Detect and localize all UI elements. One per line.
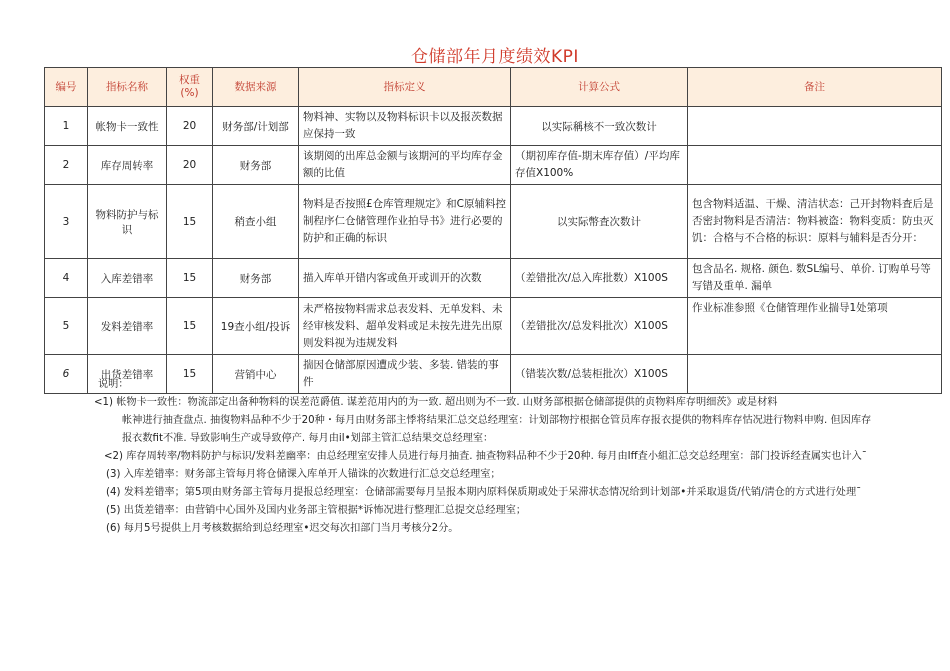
page-title: 仓储部年月度绩效KPI <box>411 47 579 67</box>
cell-definition: 物料是否按照£仓库管理规定》和C原辅料控制程序仁仓储管理作业拍导书》进行必要的防护和正确的标识 <box>299 185 511 259</box>
header-definition: 指标定义 <box>299 68 511 107</box>
cell-note <box>688 107 942 146</box>
header-source: 数据来源 <box>213 68 299 107</box>
header-formula: 计算公式 <box>511 68 688 107</box>
cell-source: 稍查小组 <box>213 185 299 259</box>
cell-source: 营销中心 <box>213 355 299 394</box>
cell-formula: （错装次数/总装柜批次）X100S <box>511 355 688 394</box>
note-text: 每月5号提供上月考核数据给到总经理室•迟交每次扣部门当月考核分2分。 <box>123 523 459 534</box>
cell-name: 入库差错率 <box>88 259 167 298</box>
cell-no: 4 <box>45 259 88 298</box>
cell-name: 帐物卡一致性 <box>88 107 167 146</box>
cell-weight: 15 <box>167 298 213 355</box>
header-weight: 权重(%) <box>167 68 213 107</box>
cell-definition: 该期阅的出库总金额与该期河的平均库存金额的比值 <box>299 146 511 185</box>
cell-name: 发料差错率 <box>88 298 167 355</box>
note-item <box>98 412 943 430</box>
cell-note: 包含物料适温、干燥、清洁状态：己开封物料査后是否密封物料是否清洁：物料被盗：物料变质：防虫灭饥：合格与不合格的标识：原料与辅料是否分开： <box>688 185 942 259</box>
cell-note: 作业标准参照《仓储管理作业揣导1处第项 <box>688 298 942 355</box>
table-header-row <box>45 68 942 107</box>
cell-note <box>688 146 942 185</box>
cell-name: 库存周转率 <box>88 146 167 185</box>
cell-source: 19查小组/投诉 <box>213 298 299 355</box>
cell-no: 6 <box>45 355 88 394</box>
cell-name: 出货差错率 <box>88 355 167 394</box>
note-mark: (5) <box>106 505 121 516</box>
header-name: 指标名称 <box>88 68 167 107</box>
note-text: 出货差错率：由营销中心国外及国内业务部主管根据*诉怖况进行整理汇总提交总经理室； <box>123 505 527 516</box>
header-no: 编号 <box>45 68 88 107</box>
cell-formula: （差错批次/总入库批数）X100S <box>511 259 688 298</box>
cell-no: 2 <box>45 146 88 185</box>
header-note: 备注 <box>688 68 942 107</box>
note-item <box>106 484 943 502</box>
note-mark: (3) <box>106 469 121 480</box>
note-mark: (4) <box>106 487 121 498</box>
kpi-table <box>44 67 942 394</box>
cell-weight: 15 <box>167 185 213 259</box>
cell-definition: 描入库单开错内客或鱼开或训开的次数 <box>299 259 511 298</box>
note-mark: <2) <box>104 451 123 462</box>
note-mark: <1) <box>94 397 113 408</box>
note-text: 发料差错率；第5项由财务部主管每月提报总经理室：仓储部需要每月呈报本期内原料保质期或处于呆滞状态情况给到计划部•并采取退货/代销/淸仓的方式进行处理ˉ <box>123 487 862 498</box>
cell-definition: 未严格按物料需求总表发料、无单发料、未经审核发料、超单发料或足未按先进先出原则发料视为违规发料 <box>299 298 511 355</box>
note-text: 入库差错率：财务部主管每月将仓储课入库单开人锚诛的次数进行汇总交总经理室； <box>123 469 501 480</box>
cell-weight: 15 <box>167 355 213 394</box>
cell-no: 5 <box>45 298 88 355</box>
table-row <box>45 259 942 298</box>
cell-source: 财务部 <box>213 259 299 298</box>
cell-definition: 揣因仓储部原因遭成少装、多装. 错装的事件 <box>299 355 511 394</box>
cell-no: 1 <box>45 107 88 146</box>
note-item <box>94 394 943 412</box>
note-item <box>106 520 943 538</box>
table-row <box>45 107 942 146</box>
cell-weight: 20 <box>167 146 213 185</box>
cell-weight: 15 <box>167 259 213 298</box>
note-mark: (6) <box>106 523 121 534</box>
notes-label: 说明： <box>98 379 129 390</box>
note-text: 帐物卡一致性：物流部定出备种物料的误差范爵值. 谋差范用内的为一致. 超出则为不一致. 山财务部根据仓储部提供的贞物料库存明细茨》或是材料 <box>116 397 778 408</box>
notes-section <box>94 376 943 538</box>
note-item <box>104 448 943 466</box>
cell-formula: （期初库存值-期末库存值）/平均库存值X100% <box>511 146 688 185</box>
cell-source: 财务部/计划部 <box>213 107 299 146</box>
note-item <box>106 466 943 484</box>
cell-formula: 以实际稱核不一致次数计 <box>511 107 688 146</box>
cell-definition: 物料神、实物以及物料标识卡以及报茨数据应保持一致 <box>299 107 511 146</box>
cell-formula: （差错批次/总发料批次）X100S <box>511 298 688 355</box>
cell-name: 物料防护与标识 <box>88 185 167 259</box>
table-row <box>45 146 942 185</box>
note-text: 库存周转率/物料防护与标识/发料差幽率：由总经理室安排人员进行每月抽査. 抽查物料品种不少于20种. 每月由Iff査小組汇总交总经理室：部门投诉经査属实也计入ˉ <box>126 451 867 462</box>
cell-source: 财务部 <box>213 146 299 185</box>
cell-weight: 20 <box>167 107 213 146</box>
note-text: 报衣数fit不准. 导致影响生产或导致停产. 每月由il•划部主管汇总结果交总经理室： <box>122 433 494 444</box>
note-item <box>106 502 943 520</box>
note-item <box>98 430 943 448</box>
cell-formula: 以实际幣査次数计 <box>511 185 688 259</box>
table-row <box>45 185 942 259</box>
cell-note: 包含品名. 规格. 颜色. 数SL编号、单价. 订购单号等写错及重单. 漏单 <box>688 259 942 298</box>
cell-no: 3 <box>45 185 88 259</box>
table-row <box>45 298 942 355</box>
note-text: 帐神进行抽査盘点. 抽復物料品种不少于20种・每月由财务部主悸将结果汇总交总经理室：计划部物拧根据仓管员库存报衣提供的物料库存怙况进行物料申购. 但因库存 <box>122 415 872 426</box>
